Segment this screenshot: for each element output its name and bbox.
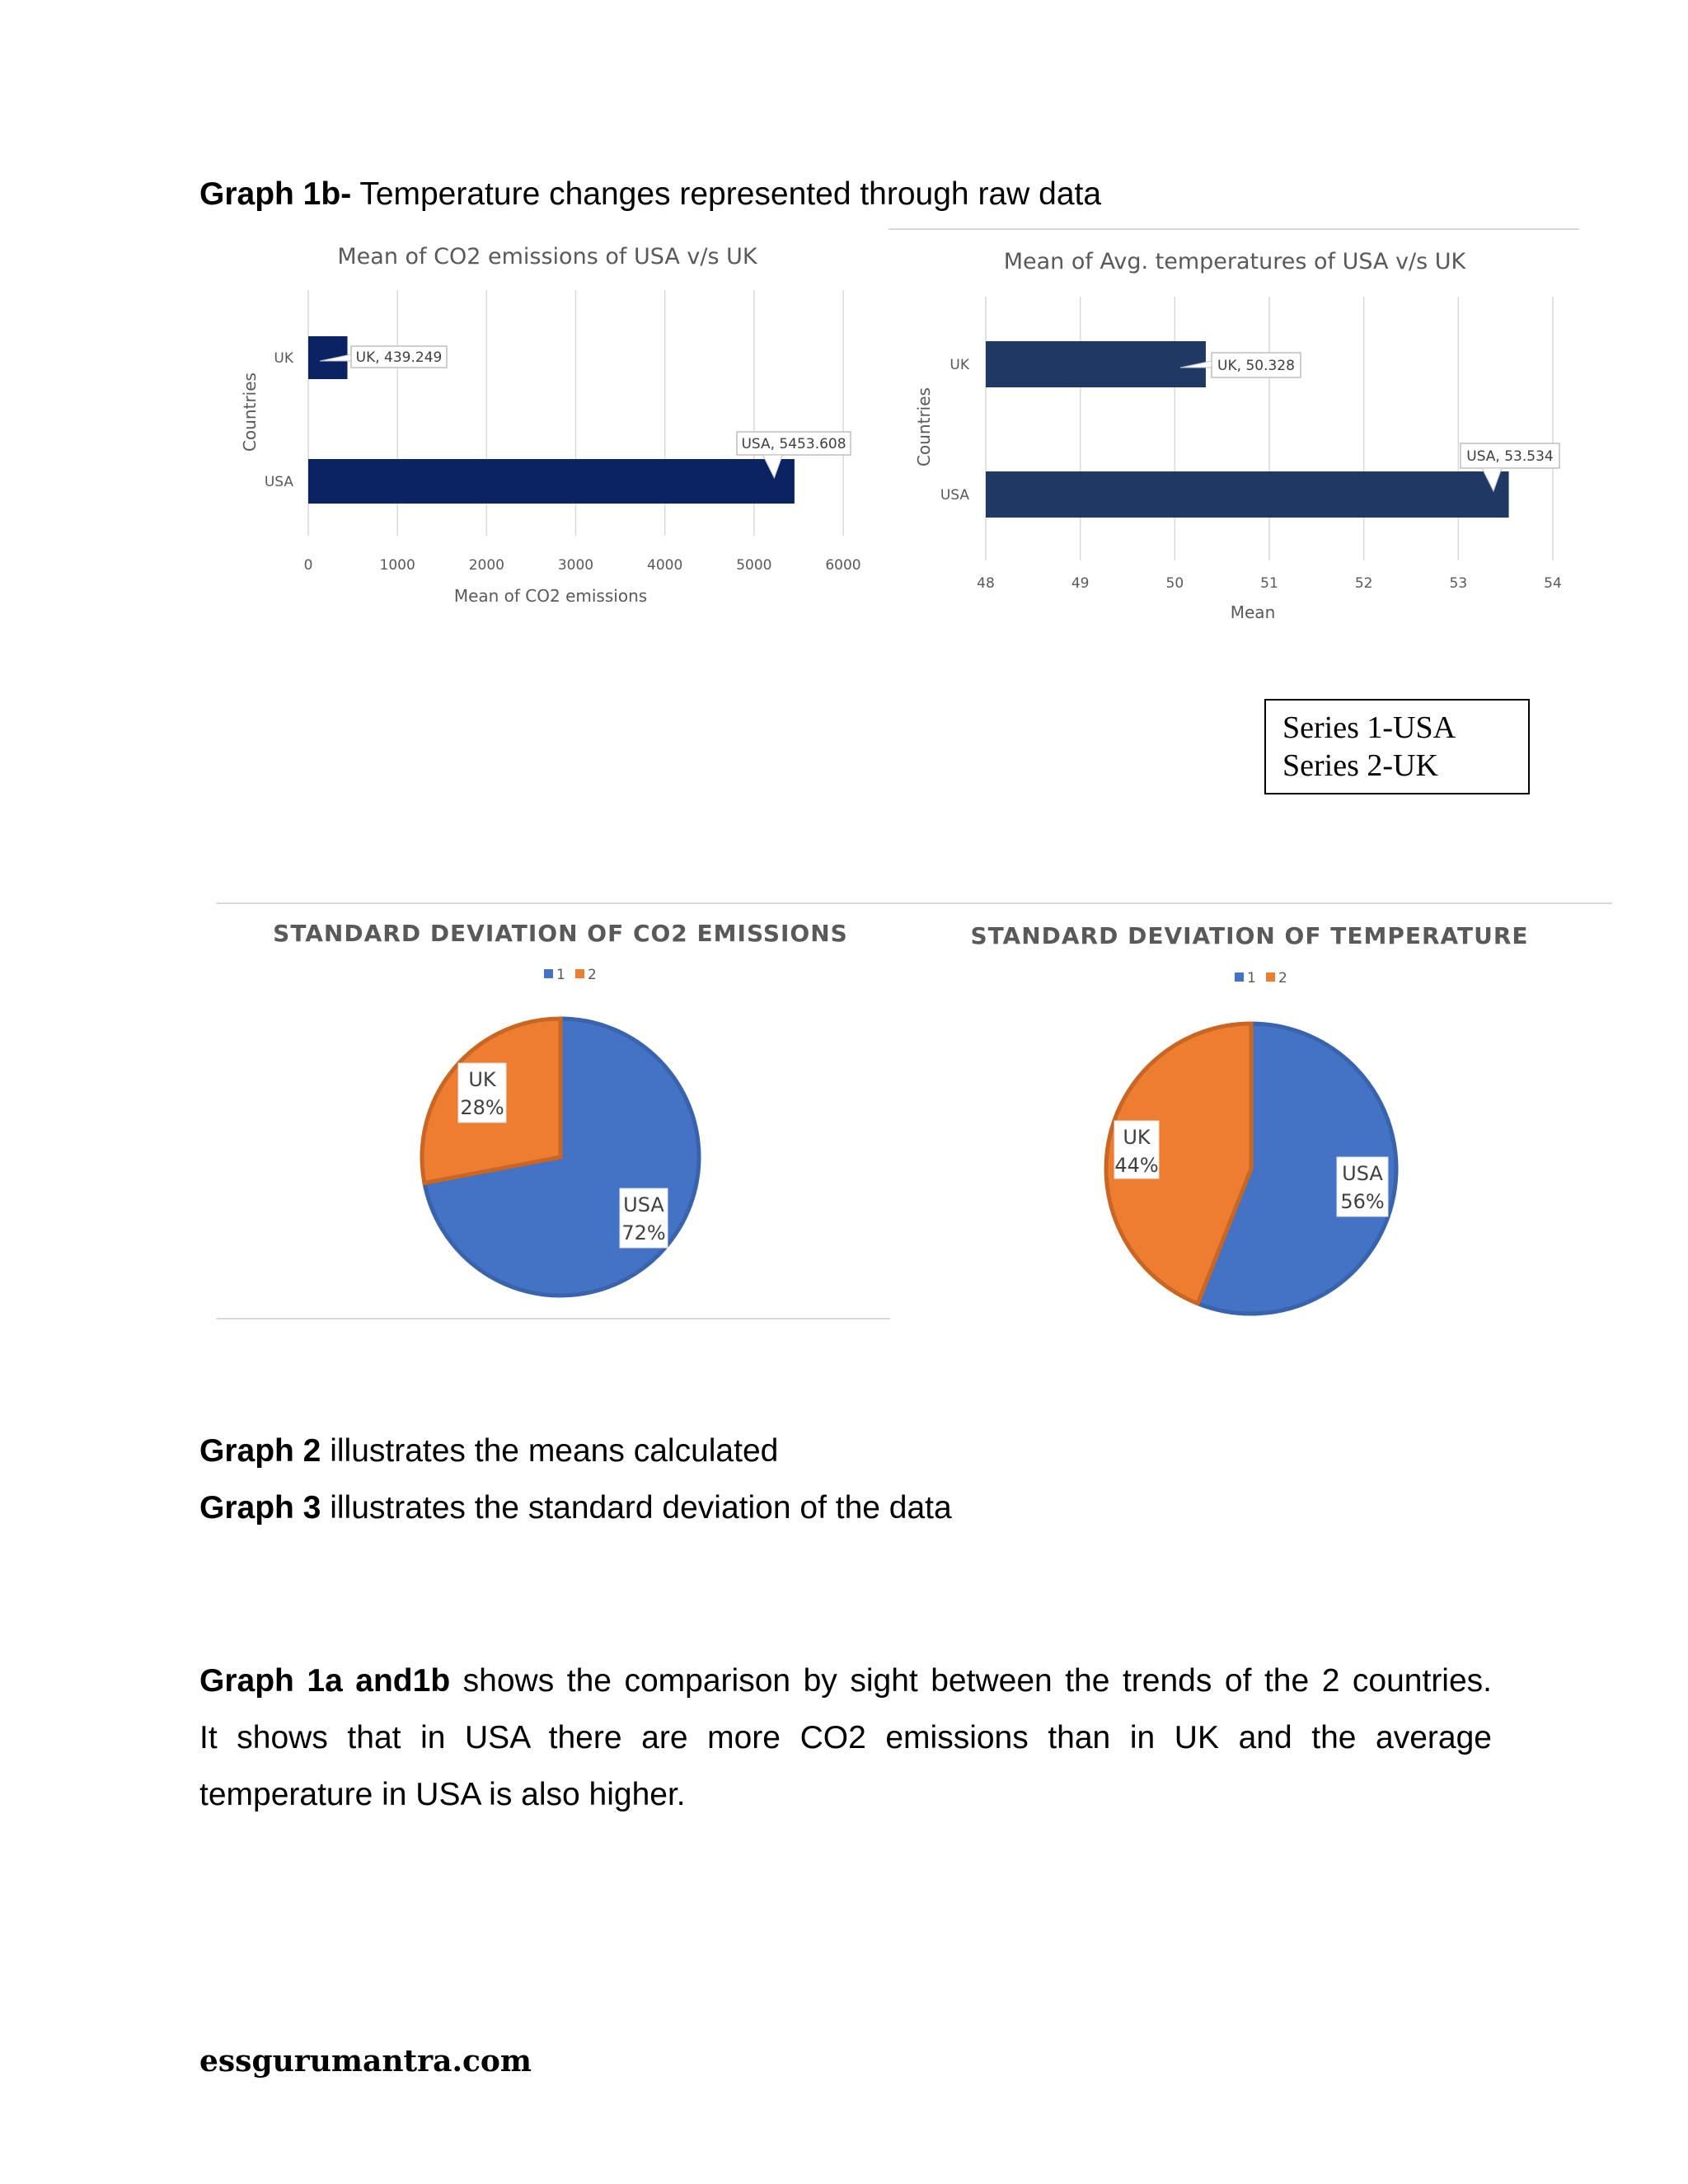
x-tick-label: 2000	[468, 557, 504, 574]
legend-swatch	[1235, 972, 1244, 982]
pie-chart-title: STANDARD DEVIATION OF TEMPERATURE	[970, 922, 1529, 949]
x-tick-label: 50	[1165, 575, 1184, 592]
pie-chart-title: STANDARD DEVIATION OF CO2 EMISSIONS	[273, 920, 848, 947]
y-axis-label: Countries	[914, 387, 934, 466]
pie-label-pct: 72%	[621, 1221, 666, 1244]
data-label: USA, 5453.608	[741, 436, 846, 452]
x-tick-label: 53	[1449, 575, 1468, 592]
x-tick-label: 54	[1544, 575, 1562, 592]
x-tick-label: 51	[1260, 575, 1278, 592]
x-tick-label: 52	[1354, 575, 1373, 592]
x-tick-label: 3000	[557, 557, 594, 574]
data-label: UK, 50.328	[1217, 358, 1295, 374]
bar-uk	[986, 341, 1206, 387]
comparison-bold: Graph 1a and1b	[199, 1663, 451, 1699]
comparison-line-2: It shows that in USA there are more CO2 emissions than in UK and the average	[199, 1720, 1492, 1755]
comparison-line-3: temperature in USA is also higher.	[199, 1777, 686, 1812]
pie-label-pct: 44%	[1114, 1154, 1159, 1177]
category-label: UK	[950, 357, 969, 373]
heading-bold: Graph 1b-	[199, 176, 352, 212]
graph3-bold: Graph 3	[199, 1490, 321, 1526]
graph2-caption	[199, 1430, 778, 1473]
graph3-text: illustrates the standard deviation of the data	[321, 1490, 952, 1526]
x-tick-label: 48	[977, 575, 995, 592]
pie-label-pct: 56%	[1340, 1190, 1385, 1213]
legend-label: 2	[1278, 970, 1287, 987]
pie-label-name: UK	[1123, 1126, 1151, 1149]
x-tick-label: 49	[1071, 575, 1090, 592]
comparison-text-1: shows the comparison by sight between the trends of the 2 countries.	[450, 1663, 1492, 1699]
legend-label: 1	[1247, 970, 1256, 987]
footer-site: essgurumantra.com	[199, 2044, 532, 2079]
bar-usa	[986, 471, 1509, 518]
x-axis-label: Mean	[1230, 602, 1276, 622]
pie-label-name: UK	[468, 1068, 496, 1091]
graph2-text: illustrates the means calculated	[321, 1433, 779, 1469]
y-axis-label: Countries	[240, 373, 260, 452]
x-tick-label: 5000	[736, 557, 772, 574]
category-label: UK	[274, 350, 293, 367]
data-label: UK, 439.249	[355, 349, 443, 366]
graph2-bold: Graph 2	[199, 1433, 321, 1469]
x-tick-label: 0	[303, 557, 313, 574]
comparison-paragraph	[199, 1652, 1492, 1823]
graph3-caption	[199, 1487, 952, 1530]
x-tick-label: 1000	[379, 557, 415, 574]
legend-label: 2	[588, 967, 597, 983]
series-legend-box	[1264, 699, 1530, 794]
x-tick-label: 6000	[825, 557, 861, 574]
bar-usa	[308, 459, 795, 504]
legend-swatch	[575, 969, 584, 978]
comparison-line-1	[199, 1652, 1492, 1709]
bar-chart-title: Mean of CO2 emissions of USA v/s UK	[337, 244, 757, 269]
pie-label-pct: 28%	[460, 1096, 504, 1119]
legend-swatch	[544, 969, 553, 978]
pie-label-name: USA	[1342, 1162, 1383, 1185]
x-tick-label: 4000	[647, 557, 683, 574]
category-label: USA	[264, 474, 293, 490]
pie-label-name: USA	[623, 1193, 664, 1216]
data-label: USA, 53.534	[1466, 448, 1554, 465]
category-label: USA	[940, 487, 969, 504]
bar-chart-title: Mean of Avg. temperatures of USA v/s UK	[1003, 249, 1466, 274]
series-1-label: Series 1-USA	[1282, 710, 1456, 745]
heading-text: Temperature changes represented through raw data	[351, 176, 1102, 212]
legend-swatch	[1266, 972, 1275, 982]
x-axis-label: Mean of CO2 emissions	[453, 586, 648, 606]
legend-label: 1	[556, 967, 565, 983]
series-2-label: Series 2-UK	[1282, 748, 1438, 783]
